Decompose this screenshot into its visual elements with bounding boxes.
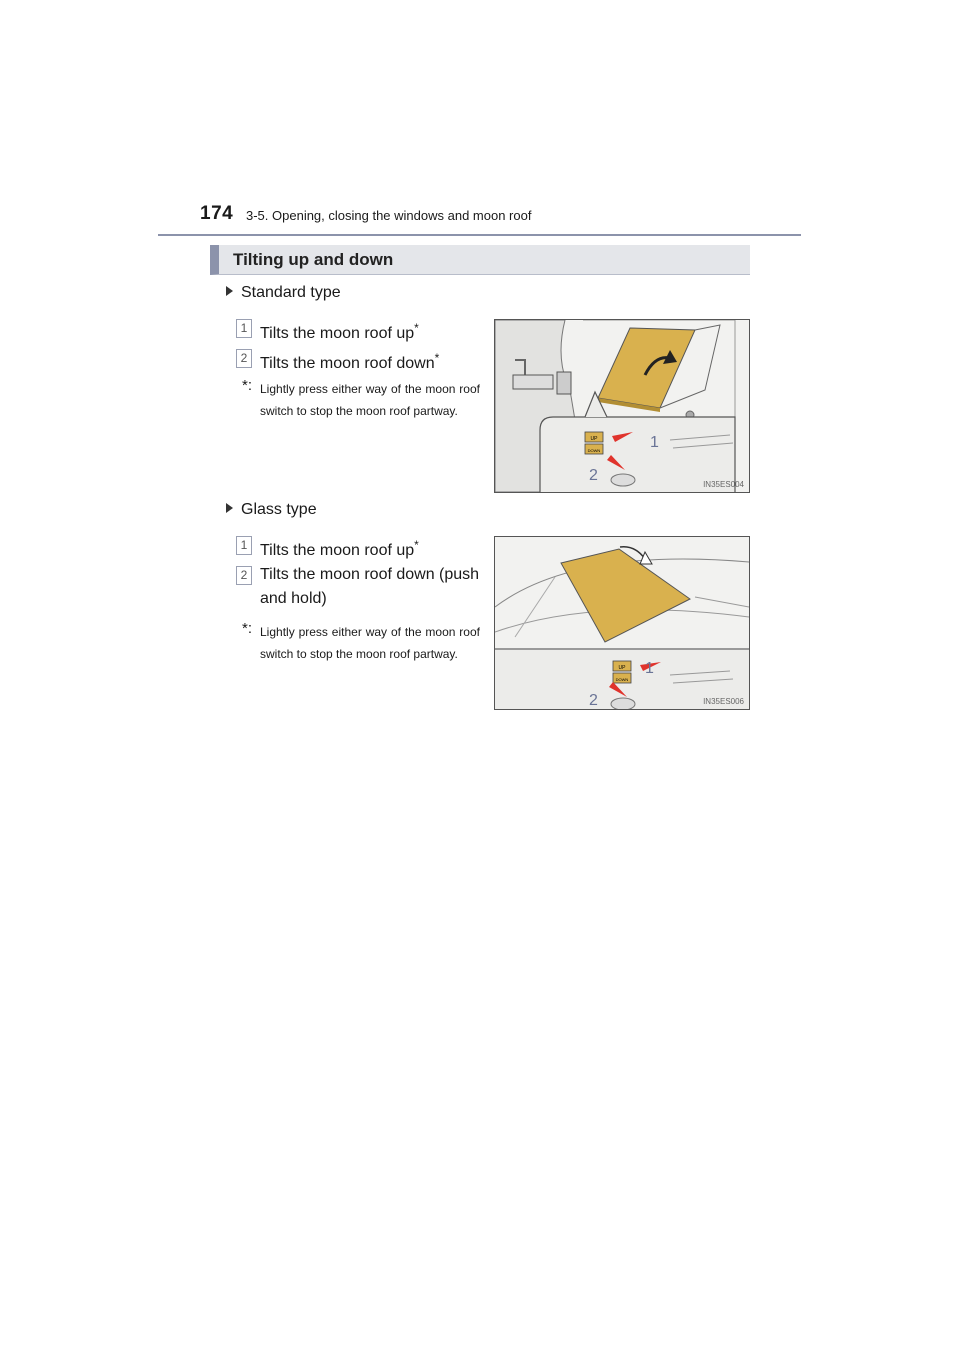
subheading-label: Standard type [241,284,341,301]
page-number: 174 [200,203,234,224]
section-heading-bar [210,245,750,275]
figure-code: IN35ES006 [703,697,744,706]
step-text: Tilts the moon roof down* [260,351,440,372]
footnote-text: Lightly press either way of the moon roof switch to stop the moon roof partway. [260,382,480,418]
subheading-label: Glass type [241,501,317,518]
asterisk-mark: * [414,321,419,335]
step-number-2: 2 [236,349,252,368]
footnote-mark: *: [242,377,253,394]
step-text: Tilts the moon roof up* [260,538,419,559]
callout-2: 2 [589,467,598,484]
down-label: DOWN [587,448,601,453]
footnote-text: Lightly press either way of the moon roof switch to stop the moon roof partway. [260,625,480,661]
figure-standard-moon-roof [494,319,750,493]
callout-1: 1 [650,434,659,451]
step-text: Tilts the moon roof up* [260,321,419,342]
triangle-bullet-icon [226,503,233,513]
footnote-mark: *: [242,620,253,637]
step-number-1: 1 [236,536,252,555]
down-label: DOWN [615,677,629,682]
header-rule [158,234,801,236]
subheading-glass-type [226,501,317,519]
step-number-1: 1 [236,319,252,338]
callout-2: 2 [589,692,598,709]
section-title: Tilting up and down [233,250,394,269]
triangle-bullet-icon [226,286,233,296]
figure-code: IN35ES004 [703,480,744,489]
up-label: UP [590,436,598,442]
step-text: Tilts the moon roof down (push and hold) [260,566,480,607]
figure-glass-moon-roof [494,536,750,710]
asterisk-mark: * [434,351,440,365]
up-label: UP [618,665,626,671]
callout-1: 1 [645,660,654,677]
step-number-2: 2 [236,566,252,585]
glass-moon-roof-illustration [495,537,749,709]
running-head: 3-5. Opening, closing the windows and moon roof [246,208,532,223]
standard-moon-roof-illustration [495,320,749,492]
subheading-standard-type [226,284,341,302]
asterisk-mark: * [414,538,419,552]
